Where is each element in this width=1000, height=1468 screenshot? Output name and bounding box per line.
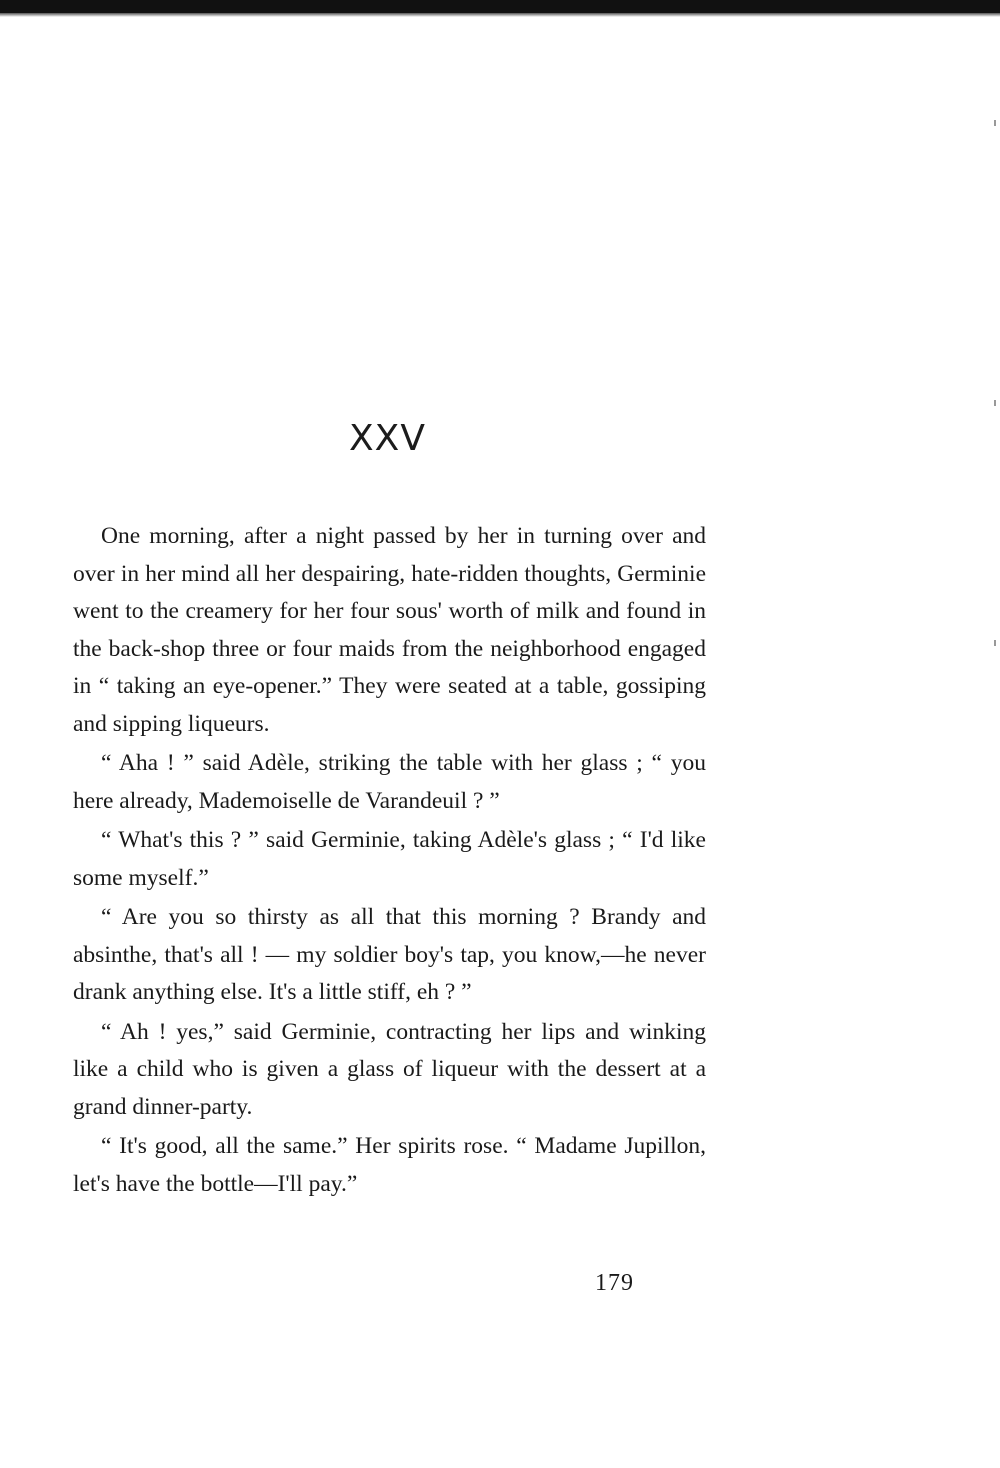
scan-edge-mark [994,120,996,126]
paragraph: “ What's this ? ” said Germinie, taking Adèle's glass ; “ I'd like some myself.” [73,827,706,891]
paragraph: “ Are you so thirsty as all that this morning ? Brandy and absinthe, that's all ! — my soldier boy's tap, you know,—he never drank anything else. It's a little stiff, eh ? ” [73,904,706,1005]
chapter-body [73,518,706,1203]
paragraph: “ It's good, all the same.” Her spirits rose. “ Madame Jupillon, let's have the bottle—I'll pay.” [73,1133,706,1197]
scan-edge-mark [994,400,996,406]
page-number: 179 [595,1270,634,1296]
scan-top-edge [0,0,1000,13]
scan-edge-mark [994,640,996,646]
paragraph: “ Ah ! yes,” said Germinie, contracting her lips and winking like a child who is given a glass of liqueur with the dessert at a grand dinner-party. [73,1018,706,1120]
paragraph: One morning, after a night passed by her in turning over and over in her mind all her despairing, hate-ridden thoughts, Germinie went to the creamery for her four sous' worth of milk and found in the back-shop three or four maids from the neighborhood engaged in “ taking an eye-opener.” They were seated at a table, gossiping and sipping liqueurs. [73,523,706,737]
chapter-heading: XXV [349,418,426,459]
scan-top-shadow [0,13,1000,17]
paragraph: “ Aha ! ” said Adèle, striking the table with her glass ; “ you here already, Mademoiselle de Varandeuil ? ” [73,750,706,814]
